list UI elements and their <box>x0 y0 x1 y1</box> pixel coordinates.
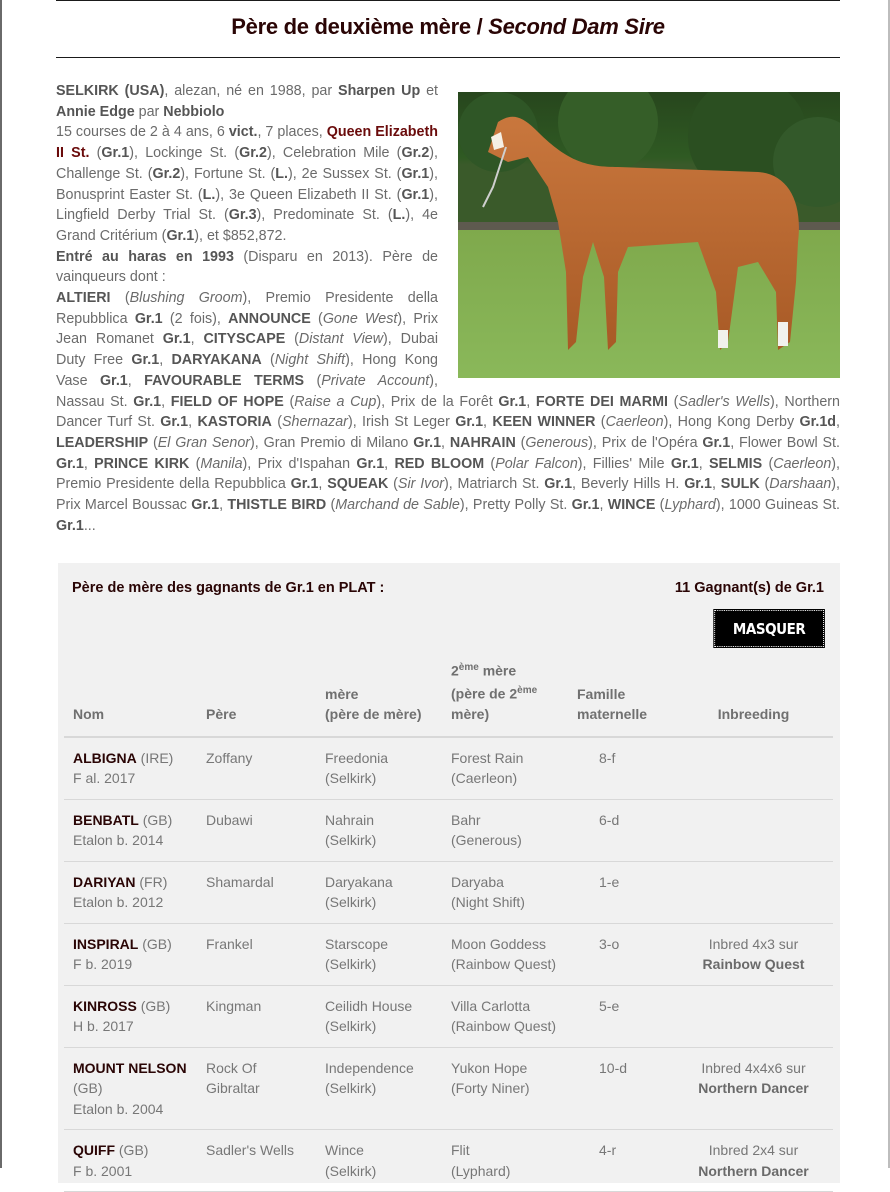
inbreeding-sire: Northern Dancer <box>698 1080 809 1097</box>
bio-segment: Sir Ivor <box>397 476 445 493</box>
bio-segment: ( <box>667 393 679 410</box>
cell-dam <box>316 923 442 985</box>
bio-segment: SELKIRK (USA) <box>56 83 165 99</box>
bio-segment: ), 4e Grand Critérium ( <box>56 207 439 244</box>
gr1-winners-panel <box>58 563 840 1183</box>
bio-segment: Gr.1 <box>498 393 527 410</box>
inbreeding-text: Inbred 2x4 sur <box>708 1142 799 1159</box>
cell-dam <box>316 985 442 1047</box>
col-header-nom: Nom <box>64 658 197 737</box>
second-dam-name: Bahr <box>451 811 481 828</box>
col-header-famille-line1: Famille <box>577 685 626 702</box>
dam-name: Ceilidh House <box>325 997 413 1014</box>
col-header-mere-line2: (père de mère) <box>325 706 422 723</box>
bio-segment: CITYSCAPE <box>203 331 286 348</box>
bio-segment: Shernazar <box>281 414 348 431</box>
bio-segment: FAVOURABLE TERMS <box>144 372 305 389</box>
bio-segment: , <box>384 455 395 472</box>
bio-segment: Nebbiolo <box>163 103 225 120</box>
col-header-pere: Père <box>197 658 316 737</box>
bio-segment: ), Prix Marcel Boussac <box>56 476 841 514</box>
bio-segment: ( <box>189 455 201 472</box>
bio-segment: Darshaan <box>769 476 832 493</box>
cell-name <box>64 985 197 1047</box>
dam-name: Wince <box>325 1142 364 1159</box>
bio-segment: Gr.1 <box>684 476 713 493</box>
bio-segment: Gr.1 <box>670 455 699 472</box>
cell-family <box>569 1130 673 1192</box>
bio-segment: SULK <box>720 476 760 493</box>
bio-segment: ), Premio Presidente della Repubblica <box>56 455 841 493</box>
bio-segment: Gr.1 <box>455 414 484 431</box>
second-dam-name: Moon Goddess <box>451 935 546 952</box>
col-header-second-dam <box>442 658 569 737</box>
cell-sire <box>197 737 316 800</box>
cell-inbreeding <box>673 737 833 800</box>
bio-segment: Gr.1 <box>101 145 130 162</box>
col-header-m2-part: 2 <box>451 662 459 679</box>
bio-segment: Gr.1 <box>162 331 191 348</box>
bio-segment: L. <box>392 207 406 224</box>
dam-name: Freedonia <box>325 749 389 766</box>
bio-segment: Gr.1 <box>413 434 442 451</box>
bio-segment: RED BLOOM <box>394 455 485 472</box>
title-divider <box>56 57 840 58</box>
bio-segment: ), 1000 Guineas St. <box>715 497 841 514</box>
bio-segment: SQUEAK <box>327 476 389 493</box>
bio-segment: (Disparu en 2013). Père de vainqueurs dont : <box>56 248 438 286</box>
bio-segment: Queen Elizabeth II St. <box>56 124 438 162</box>
bio-segment: ( <box>89 145 102 162</box>
horse-description: Etalon b. 2014 <box>73 832 164 849</box>
bio-segment: ( <box>304 372 322 389</box>
gr1-winner-count: 11 Gagnant(s) de Gr.1 <box>674 580 824 596</box>
cell-dam <box>316 799 442 861</box>
bio-segment: Gone West <box>322 310 398 327</box>
bio-segment: ), Pretty Polly St. <box>459 497 572 514</box>
bio-segment: ... <box>83 517 96 534</box>
dam-sire-name: (Selkirk) <box>325 1018 377 1035</box>
bio-segment: Gr.1 <box>134 310 163 327</box>
bio-segment: Gr.1 <box>99 372 128 389</box>
bio-segment: ), Gran Premio di Milano <box>250 434 414 451</box>
bio-segment: par <box>134 103 164 120</box>
bio-segment: Gr.1 <box>166 227 195 244</box>
bio-segment: ( <box>484 455 496 472</box>
bio-segment: THISTLE BIRD <box>227 497 327 514</box>
bio-segment: ( <box>261 352 275 369</box>
dam-sire-name: (Selkirk) <box>325 832 377 849</box>
hide-button[interactable]: MASQUER <box>714 610 824 647</box>
bio-segment: DARYAKANA <box>171 352 262 369</box>
title-en: Second Dam Sire <box>488 14 665 39</box>
bio-segment: , <box>318 476 328 493</box>
col-header-mere <box>316 658 442 737</box>
bio-segment: FIELD OF HOPE <box>170 393 284 410</box>
bio-segment: NAHRAIN <box>449 434 516 451</box>
cell-second-dam <box>442 1130 569 1192</box>
cell-sire <box>197 861 316 923</box>
bio-segment: , alezan, né en 1988, par <box>164 83 339 99</box>
bio-segment: ( <box>762 455 774 472</box>
bio-segment: KASTORIA <box>197 414 272 431</box>
bio-segment: vict. <box>228 124 258 141</box>
cell-inbreeding <box>673 861 833 923</box>
bio-segment: ANNOUNCE <box>228 310 311 327</box>
second-dam-sire-name: (Night Shift) <box>451 894 525 911</box>
horse-name-link[interactable]: QUIFF <box>73 1142 115 1159</box>
inbreeding-text: Inbred 4x3 sur <box>708 935 799 952</box>
cell-inbreeding <box>673 799 833 861</box>
bio-segment: Gr.1 <box>133 393 162 410</box>
bio-segment: , 7 places, <box>257 124 327 141</box>
dam-sire-name: (Selkirk) <box>325 770 377 787</box>
cell-name <box>64 1130 197 1192</box>
sire-name: Rock Of Gibraltar <box>206 1059 260 1097</box>
col-header-famille-line2: maternelle <box>577 706 648 723</box>
bio-segment: 15 courses de 2 à 4 ans, 6 <box>56 124 229 141</box>
horse-description: Etalon b. 2004 <box>73 1100 164 1117</box>
bio-segment: ), Premio Presidente della Repubblica <box>56 290 438 327</box>
bio-segment: , Beverly Hills H. <box>572 476 685 493</box>
horse-country: (IRE) <box>140 749 174 766</box>
cell-sire <box>197 799 316 861</box>
gr1-panel-header: Père de mère des gagnants de Gr.1 en PLAT : <box>72 580 385 596</box>
maternal-family: 6-d <box>599 811 620 828</box>
maternal-family: 5-e <box>599 997 620 1014</box>
second-dam-name: Villa Carlotta <box>451 997 531 1014</box>
bio-segment: ), Fortune St. ( <box>180 165 276 182</box>
bio-segment: , Flower Bowl St. <box>730 434 840 451</box>
dam-name: Daryakana <box>325 873 393 890</box>
bio-segment: ), 3e Queen Elizabeth II St. ( <box>215 186 402 203</box>
horse-description: F al. 2017 <box>73 770 136 787</box>
bio-segment: Sadler's Wells <box>678 393 770 410</box>
bio-segment: Private Account <box>321 372 430 389</box>
bio-segment: Marchand de Sable <box>335 497 460 514</box>
horse-photo <box>458 92 840 378</box>
col-header-m2-part: (père de 2 <box>451 685 518 702</box>
horse-name-link[interactable]: KINROSS <box>73 997 137 1014</box>
cell-name <box>64 737 197 800</box>
maternal-family: 4-r <box>599 1142 617 1159</box>
table-body <box>64 737 833 1192</box>
cell-family <box>569 923 673 985</box>
col-header-m2-sup: ème <box>517 685 538 697</box>
second-dam-name: Forest Rain <box>451 749 524 766</box>
cell-family <box>569 799 673 861</box>
cell-family <box>569 1047 673 1130</box>
bio-segment: PRINCE KIRK <box>94 455 190 472</box>
cell-name <box>64 923 197 985</box>
second-dam-sire-name: (Rainbow Quest) <box>451 1018 557 1035</box>
bio-segment: ), Matriarch St. <box>444 476 545 493</box>
bio-segment: Gr.1 <box>56 455 84 472</box>
second-dam-name: Daryaba <box>451 873 504 890</box>
table-row <box>64 923 833 985</box>
bio-segment: ), Celebration Mile ( <box>266 145 402 162</box>
cell-dam <box>316 861 442 923</box>
col-header-m2-part: mère <box>478 662 517 679</box>
second-dam-sire-name: (Generous) <box>451 832 522 849</box>
bio-segment: ( <box>285 331 299 348</box>
bio-segment: ( <box>388 476 398 493</box>
horse-name-link[interactable]: ALBIGNA <box>73 749 137 766</box>
bio-segment: , <box>483 414 493 431</box>
bio-segment: ), Hong Kong Derby <box>663 414 800 431</box>
bio-segment: , <box>441 434 450 451</box>
second-dam-sire-name: (Forty Niner) <box>451 1080 530 1097</box>
bio-segment: Gr.1 <box>544 476 573 493</box>
horse-name-link[interactable]: BENBATL <box>73 811 139 828</box>
bio-segment: El Gran Senor <box>157 434 251 451</box>
second-dam-sire-name: (Caerleon) <box>451 770 518 787</box>
table-row <box>64 799 833 861</box>
bio-segment: ), Predominate St. ( <box>256 207 393 224</box>
bio-segment: ), Challenge St. ( <box>56 145 439 182</box>
bio-segment: ( <box>271 414 282 431</box>
col-header-m2-sup: ème <box>458 662 479 673</box>
maternal-family: 8-f <box>599 749 616 766</box>
cell-inbreeding <box>673 1130 833 1192</box>
bio-segment: , <box>83 455 95 472</box>
bio-segment: Gr.1 <box>191 497 220 514</box>
bio-segment: Night Shift <box>274 352 346 369</box>
sire-biography <box>56 81 840 536</box>
bio-segment: Caerleon <box>605 414 664 431</box>
bio-segment: Caerleon <box>773 455 832 472</box>
cell-inbreeding <box>673 985 833 1047</box>
cell-family <box>569 985 673 1047</box>
bio-segment: Gr.1 <box>356 455 385 472</box>
bio-segment: Gr.1 <box>571 497 600 514</box>
cell-second-dam <box>442 799 569 861</box>
maternal-family: 10-d <box>599 1059 628 1076</box>
bio-segment: , <box>159 352 172 369</box>
cell-second-dam <box>442 923 569 985</box>
horse-description: F b. 2019 <box>73 956 133 973</box>
bio-segment: ), Lingfield Derby Trial St. ( <box>56 186 438 224</box>
bio-segment: ( <box>110 290 130 307</box>
cell-sire <box>197 1130 316 1192</box>
horse-name-link[interactable]: DARIYAN <box>73 873 136 890</box>
bio-segment: ), Northern Dancer Turf St. <box>56 393 840 431</box>
bio-segment: FORTE DEI MARMI <box>535 393 668 410</box>
bio-segment: LEADERSHIP <box>56 434 149 451</box>
sire-name: Sadler's Wells <box>206 1142 294 1159</box>
col-header-inbreeding: Inbreeding <box>673 658 833 737</box>
cell-family <box>569 737 673 800</box>
bio-segment: Gr.1 <box>56 517 84 534</box>
bio-segment: ALTIERI <box>56 290 111 307</box>
biography-text: SELKIRK (USA), alezan, né en 1988, par Sharpen Up et Annie Edge par Nebbiolo 15 courses de 2 à 4 ans, 6 vict., 7 places, Queen Elizabeth II St. (Gr.1), Lockinge St. (Gr.2), Celebration Mile (Gr.2), Challenge St. (Gr.2), Fortune St. (L.), 2e Sussex St. (Gr.1), Bonusprint Easter St. (L.), 3e Queen Elizabeth II St. (Gr.1), Lingfield Derby Trial St. (Gr.3), Predominate St. (L.), 4e Grand Critérium (Gr.1), et $852,872. Entré au haras en 1993 (Disparu en 2013). Père de vainqueurs dont : ALTIERI (Blushing Groom), Premio Presidente della Repubblica Gr.1 (2 fois), ANNOUNCE (Gone West), Prix Jean Romanet Gr.1, CITYSCAPE (Distant View), Dubai Duty Free Gr.1, DARYAKANA (Night Shift), Hong Kong Vase Gr.1, FAVOURABLE TERMS (Private Account), Nassau St. Gr.1, FIELD OF HOPE (Raise a Cup), Prix de la Forêt Gr.1, FORTE DEI MARMI (Sadler's Wells), Northern Dancer Turf St. Gr.1, KASTORIA (Shernazar), Irish St Leger Gr.1, KEEN WINNER (Caerleon), Hong Kong Derby Gr.1d, LEADERSHIP (El Gran Senor), Gran Premio di Milano Gr.1, NAHRAIN (Generous), Prix de l'Opéra Gr.1, Flower Bowl St. Gr.1, PRINCE KIRK (Manila), Prix d'Ispahan Gr.1, RED BLOOM (Polar Falcon), Fillies' Mile Gr.1, SELMIS (Caerleon), Premio Presidente della Repubblica Gr.1, SQUEAK (Sir Ivor), Matriarch St. Gr.1, Beverly Hills H. Gr.1, SULK (Darshaan), Prix Marcel Boussac Gr.1, THISTLE BIRD (Marchand de Sable), Pretty Polly St. Gr.1, WINCE (Lyphard), 1000 Guineas St. Gr.1... <box>56 83 841 534</box>
top-divider <box>56 0 840 1</box>
bio-segment: Gr.1d <box>799 414 837 431</box>
col-header-famille <box>569 658 673 737</box>
gr1-winners-table <box>64 658 833 1192</box>
horse-country: (GB) <box>118 1142 149 1159</box>
bio-segment: Gr.1 <box>290 476 319 493</box>
bio-segment: ), Prix Jean Romanet <box>56 310 439 348</box>
bio-segment: Generous <box>525 434 589 451</box>
bio-segment: Gr.3 <box>228 207 257 224</box>
bio-segment: , <box>190 331 204 348</box>
bio-segment: ), Prix de la Forêt <box>376 393 499 410</box>
sire-name: Dubawi <box>206 811 253 828</box>
bio-segment: ), Prix de l'Opéra <box>588 434 703 451</box>
cell-name <box>64 799 197 861</box>
bio-segment: ( <box>310 310 323 327</box>
bio-segment: Gr.1 <box>131 352 160 369</box>
bio-segment: ( <box>283 393 295 410</box>
cell-second-dam <box>442 737 569 800</box>
bio-segment: Annie Edge <box>56 103 135 120</box>
second-dam-name: Yukon Hope <box>451 1059 528 1076</box>
bio-segment: , <box>526 393 536 410</box>
table-row <box>64 1130 833 1192</box>
horse-country: (GB) <box>73 1080 103 1097</box>
bio-segment: Gr.2 <box>152 165 181 182</box>
bio-segment: Blushing Groom <box>129 290 243 307</box>
bio-segment: Gr.2 <box>239 145 267 162</box>
bio-segment: SELMIS <box>708 455 763 472</box>
cell-name <box>64 861 197 923</box>
inbreeding-text: Inbred 4x4x6 sur <box>701 1059 806 1076</box>
bio-segment: Entré au haras en 1993 <box>56 248 234 265</box>
dam-sire-name: (Selkirk) <box>325 894 377 911</box>
bio-segment: Raise a Cup <box>294 393 377 410</box>
maternal-family: 1-e <box>599 873 620 890</box>
dam-name: Nahrain <box>325 811 375 828</box>
horse-country: (GB) <box>142 811 173 828</box>
bio-segment: ( <box>148 434 158 451</box>
horse-country: (GB) <box>140 997 171 1014</box>
bio-segment: Gr.1 <box>702 434 731 451</box>
maternal-family: 3-o <box>599 935 620 952</box>
dam-sire-name: (Selkirk) <box>325 1162 377 1179</box>
cell-dam <box>316 737 442 800</box>
bio-segment: WINCE <box>607 497 656 514</box>
bio-segment: ( <box>515 434 526 451</box>
bio-segment: , <box>127 372 145 389</box>
bio-segment: ), Irish St Leger <box>347 414 456 431</box>
bio-segment: ), Fillies' Mile <box>577 455 671 472</box>
table-header-row <box>64 658 833 737</box>
dam-name: Independence <box>325 1059 414 1076</box>
cell-sire <box>197 985 316 1047</box>
bio-segment: ), et $852,872. <box>194 227 287 244</box>
second-dam-sire-name: (Rainbow Quest) <box>451 956 557 973</box>
col-header-m2-part: mère) <box>451 706 490 723</box>
bio-segment: (2 fois), <box>162 310 229 327</box>
table-row <box>64 737 833 800</box>
bio-segment: Polar Falcon <box>495 455 578 472</box>
bio-segment: ), Nassau St. <box>56 372 438 410</box>
title-fr: Père de deuxième mère / <box>231 14 489 39</box>
bio-segment: Sharpen Up <box>338 83 421 99</box>
bio-segment: , <box>188 414 198 431</box>
bio-segment: Gr.1 <box>401 165 430 182</box>
bio-segment: ( <box>759 476 770 493</box>
bio-segment: , <box>698 455 709 472</box>
bio-segment: Manila <box>200 455 243 472</box>
bio-segment: , <box>836 414 841 431</box>
inbreeding-sire: Rainbow Quest <box>702 956 805 973</box>
sire-name: Kingman <box>206 997 262 1014</box>
cell-inbreeding <box>673 1047 833 1130</box>
bio-segment: , <box>712 476 721 493</box>
bio-segment: L. <box>202 186 216 203</box>
bio-segment: L. <box>275 165 289 182</box>
sire-name: Zoffany <box>206 749 253 766</box>
bio-segment: Gr.1 <box>401 186 430 203</box>
horse-description: H b. 2017 <box>73 1018 134 1035</box>
cell-sire <box>197 923 316 985</box>
dam-sire-name: (Selkirk) <box>325 956 377 973</box>
bio-segment: , <box>219 497 228 514</box>
cell-dam <box>316 1047 442 1130</box>
col-header-mere-line1: mère <box>325 685 359 702</box>
table-row <box>64 1047 833 1130</box>
bio-segment: Distant View <box>298 331 384 348</box>
second-dam-name: Flit <box>451 1142 470 1159</box>
bio-segment: ( <box>655 497 665 514</box>
sire-name: Shamardal <box>206 873 274 890</box>
cell-dam <box>316 1130 442 1192</box>
bio-segment: ), Dubai Duty Free <box>56 331 438 369</box>
bio-segment: ), Prix d'Ispahan <box>242 455 357 472</box>
sire-name: Frankel <box>206 935 253 952</box>
horse-description: F b. 2001 <box>73 1162 133 1179</box>
bio-segment: Gr.1 <box>160 414 189 431</box>
cell-family <box>569 861 673 923</box>
horse-name-link[interactable]: INSPIRAL <box>73 935 139 952</box>
cell-second-dam <box>442 985 569 1047</box>
horse-country: (GB) <box>142 935 172 952</box>
dam-name: Starscope <box>325 935 389 952</box>
bio-segment: KEEN WINNER <box>492 414 596 431</box>
inbreeding-sire: Northern Dancer <box>698 1162 809 1179</box>
horse-country: (FR) <box>139 873 168 890</box>
bio-segment: , <box>161 393 171 410</box>
bio-segment: ), Hong Kong Vase <box>56 352 438 389</box>
table-row <box>64 861 833 923</box>
horse-image-illustration <box>458 92 840 378</box>
cell-name <box>64 1047 197 1130</box>
cell-second-dam <box>442 861 569 923</box>
bio-segment: ( <box>595 414 606 431</box>
second-dam-sire-name: (Lyphard) <box>451 1162 511 1179</box>
cell-sire <box>197 1047 316 1130</box>
dam-sire-name: (Selkirk) <box>325 1080 377 1097</box>
cell-inbreeding <box>673 923 833 985</box>
bio-segment: Lyphard <box>664 497 716 514</box>
bio-segment: ( <box>326 497 336 514</box>
cell-second-dam <box>442 1047 569 1130</box>
bio-segment: ), Lockinge St. ( <box>129 145 240 162</box>
horse-name-link[interactable]: MOUNT NELSON <box>73 1059 187 1076</box>
table-row <box>64 985 833 1047</box>
page-title <box>56 14 840 40</box>
bio-segment: ), 2e Sussex St. ( <box>288 165 402 182</box>
bio-segment: , <box>599 497 608 514</box>
bio-segment: Gr.2 <box>401 145 430 162</box>
bio-segment: ), Bonusprint Easter St. ( <box>56 165 438 203</box>
horse-description: Etalon b. 2012 <box>73 894 164 911</box>
